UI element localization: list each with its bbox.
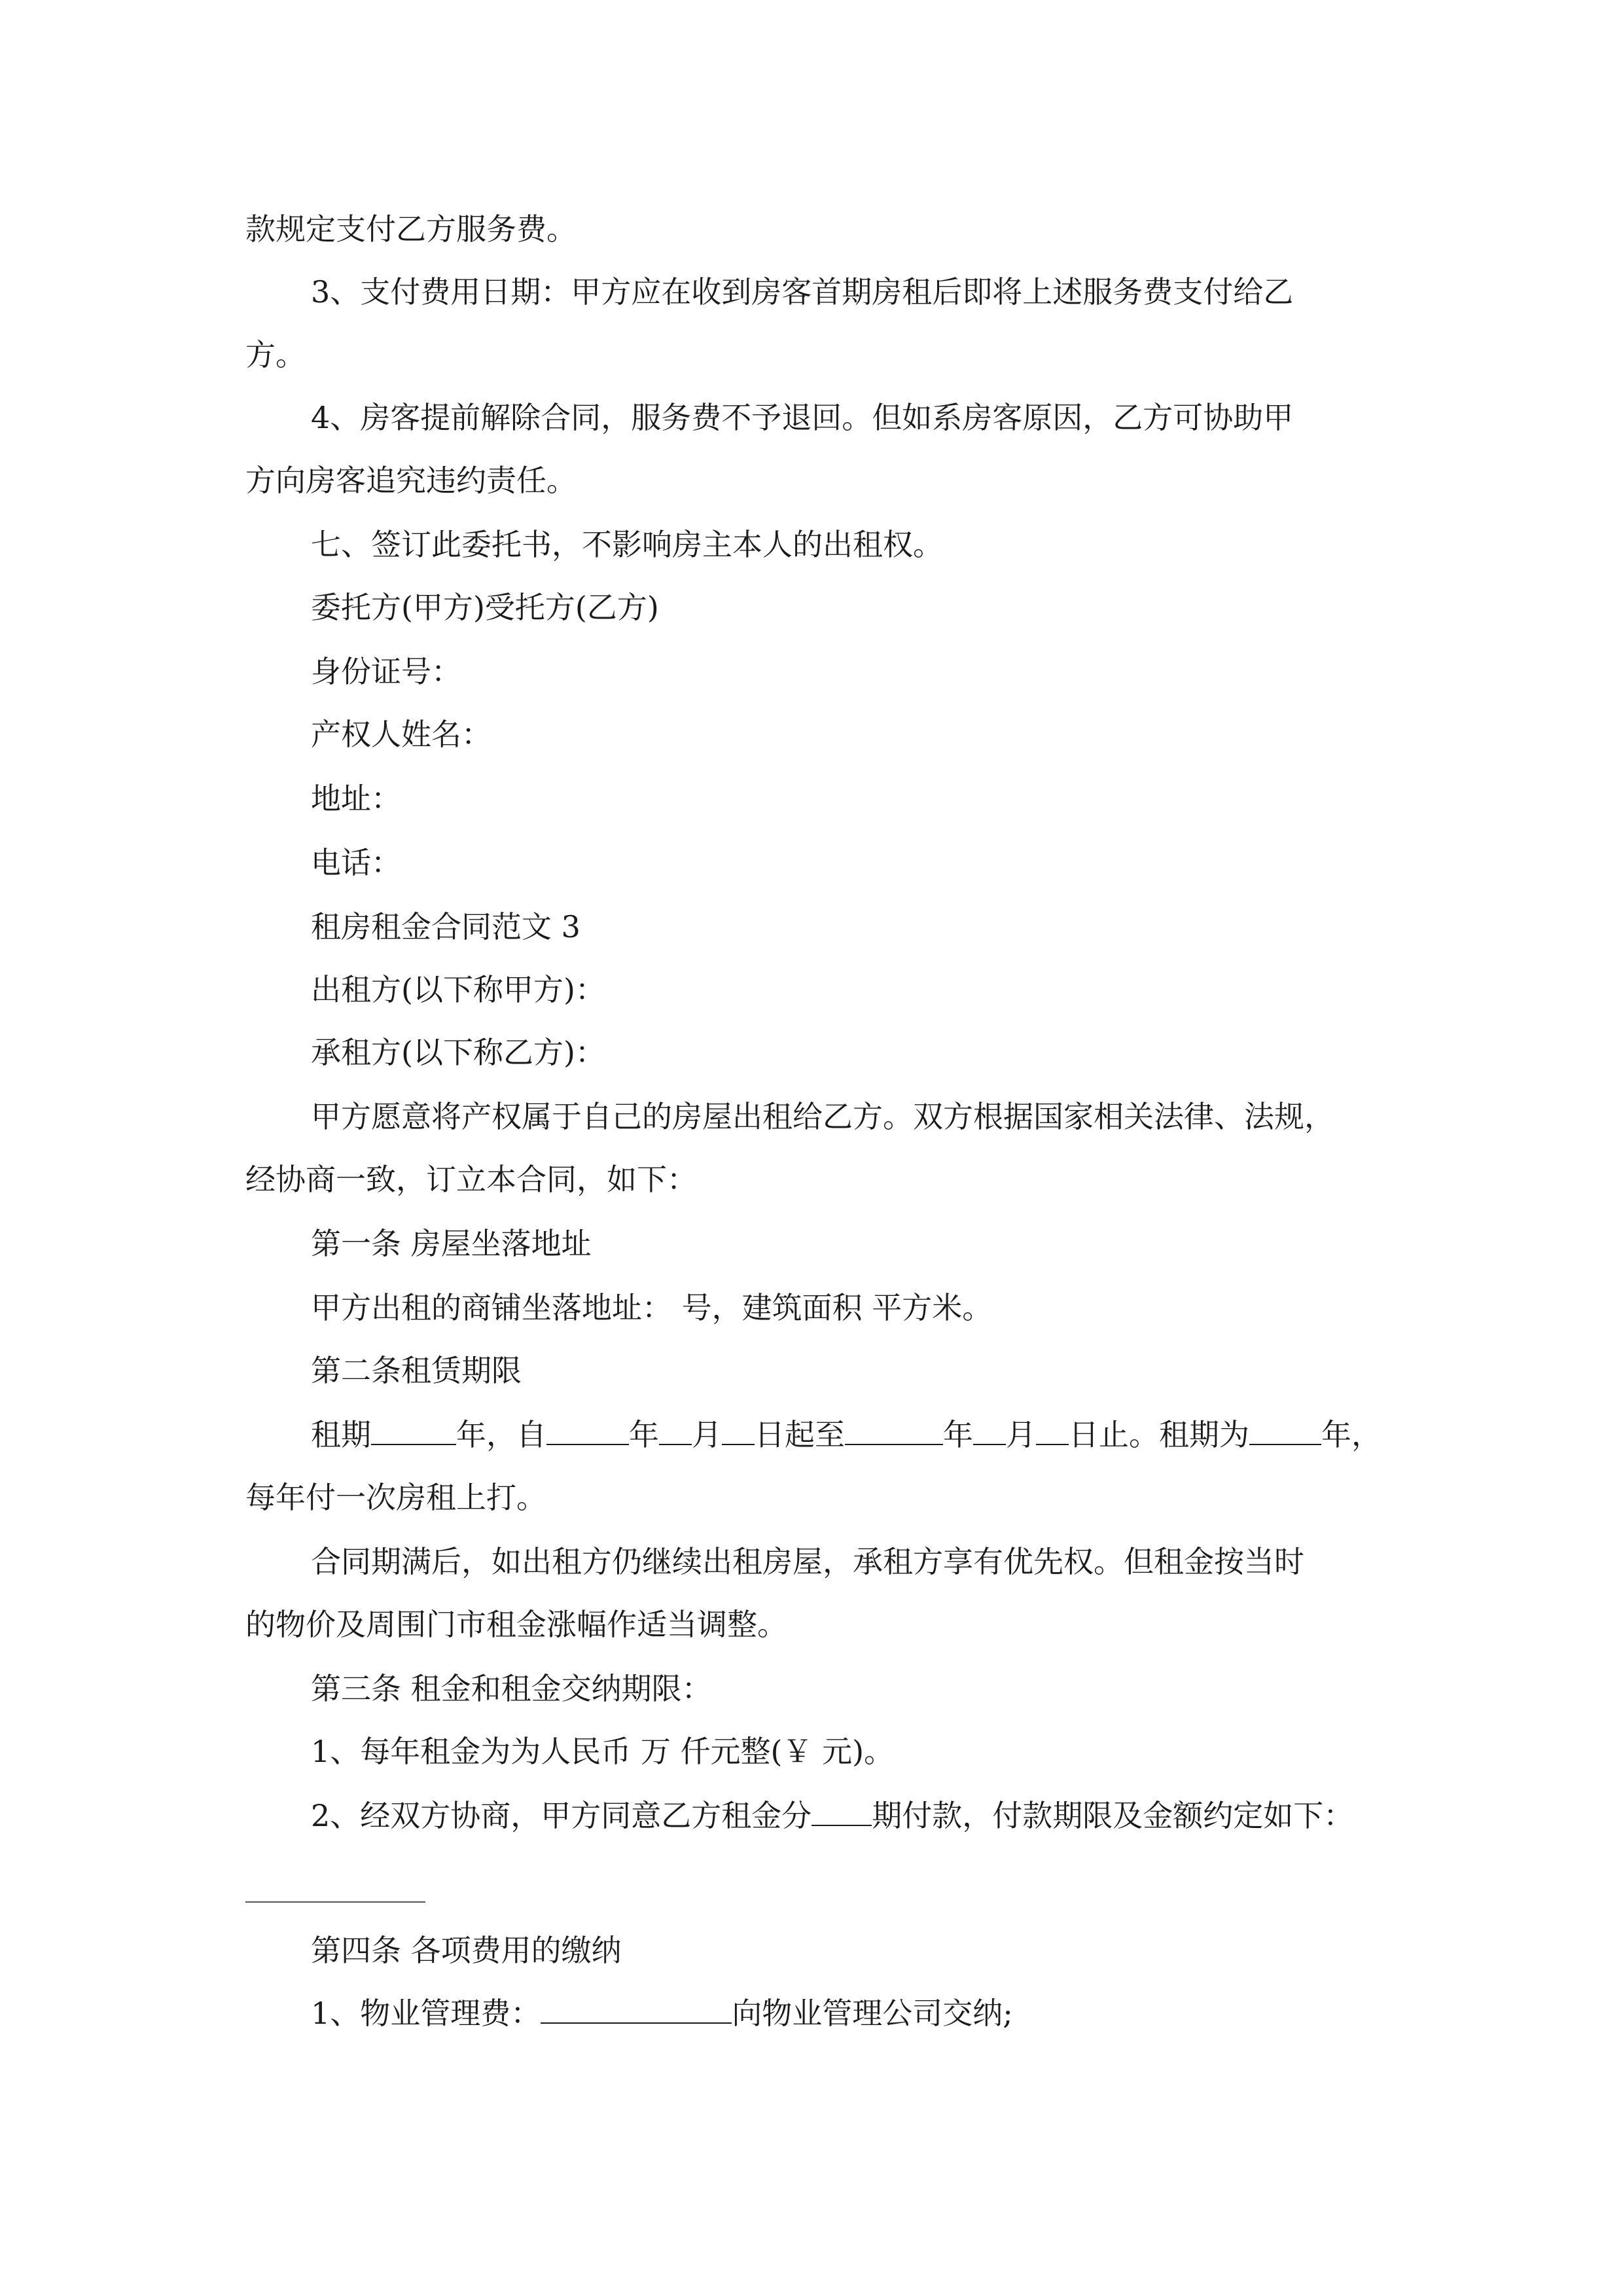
blank-field xyxy=(371,1415,456,1445)
text-segment: 2、经双方协商，甲方同意乙方租金分 xyxy=(311,1798,812,1833)
text-line: 3、支付费用日期：甲方应在收到房客首期房租后即将上述服务费支付给乙 xyxy=(311,274,1294,310)
text-line: 甲方出租的商铺坐落地址： 号，建筑面积 平方米。 xyxy=(311,1290,993,1325)
text-line: 每年付一次房租上打。 xyxy=(245,1480,546,1515)
blank-field xyxy=(973,1415,1006,1445)
installment-line xyxy=(311,1796,1353,1835)
text-line: 4、房客提前解除合同，服务费不予退回。但如系房客原因，乙方可协助甲 xyxy=(311,400,1294,435)
text-segment: 年 xyxy=(943,1417,973,1452)
text-line: 1、每年租金为为人民币 万 仟元整(￥ 元)。 xyxy=(311,1734,895,1769)
text-line: 款规定支付乙方服务费。 xyxy=(245,211,577,247)
text-line: 合同期满后，如出租方仍继续出租房屋，承租方享有优先权。但租金按当时 xyxy=(311,1544,1304,1579)
blank-field xyxy=(722,1415,755,1445)
blank-field xyxy=(659,1415,692,1445)
text-segment: 租期 xyxy=(311,1417,371,1452)
text-line: 地址： xyxy=(311,781,401,816)
section-heading: 租房租金合同范文 3 xyxy=(311,909,580,944)
text-segment: 1、物业管理费： xyxy=(311,1996,541,2031)
text-line: 的物价及周围门市租金涨幅作适当调整。 xyxy=(245,1607,787,1642)
text-line: 电话： xyxy=(311,845,401,880)
lease-term-line xyxy=(311,1415,1382,1454)
text-line: 承租方(以下称乙方)： xyxy=(311,1035,605,1070)
blank-field xyxy=(541,1994,732,2024)
text-segment: 年， xyxy=(1321,1417,1382,1452)
text-line: 身份证号： xyxy=(311,654,461,689)
article-heading: 第二条租赁期限 xyxy=(311,1353,522,1388)
text-segment: 向物业管理公司交纳; xyxy=(732,1996,1013,2031)
property-fee-line xyxy=(311,1994,1013,2033)
article-heading: 第三条 租金和租金交纳期限： xyxy=(311,1671,712,1706)
text-line: 甲方愿意将产权属于自己的房屋出租给乙方。双方根据国家相关法律、法规， xyxy=(311,1099,1334,1134)
text-line: 七、签订此委托书，不影响房主本人的出租权。 xyxy=(311,527,943,562)
text-line: 委托方(甲方)受托方(乙方) xyxy=(311,590,659,625)
text-segment: 月 xyxy=(692,1417,722,1452)
separator-rule xyxy=(245,1901,425,1903)
text-line: 方。 xyxy=(245,337,306,372)
text-line: 出租方(以下称甲方)： xyxy=(311,972,605,1007)
blank-field xyxy=(812,1796,872,1826)
blank-field xyxy=(845,1415,943,1445)
article-heading: 第四条 各项费用的缴纳 xyxy=(311,1933,622,1968)
blank-field xyxy=(1249,1415,1321,1445)
text-line: 经协商一致，订立本合同，如下： xyxy=(245,1162,697,1197)
blank-field xyxy=(1036,1415,1069,1445)
text-segment: 年，自 xyxy=(456,1417,546,1452)
blank-field xyxy=(546,1415,629,1445)
text-segment: 月 xyxy=(1006,1417,1036,1452)
text-segment: 日起至 xyxy=(755,1417,845,1452)
text-line: 产权人姓名： xyxy=(311,717,491,752)
text-segment: 日止。租期为 xyxy=(1069,1417,1249,1452)
text-line: 方向房客追究违约责任。 xyxy=(245,463,577,498)
text-segment: 年 xyxy=(629,1417,659,1452)
text-segment: 期付款，付款期限及金额约定如下： xyxy=(872,1798,1354,1833)
article-heading: 第一条 房屋坐落地址 xyxy=(311,1226,592,1261)
